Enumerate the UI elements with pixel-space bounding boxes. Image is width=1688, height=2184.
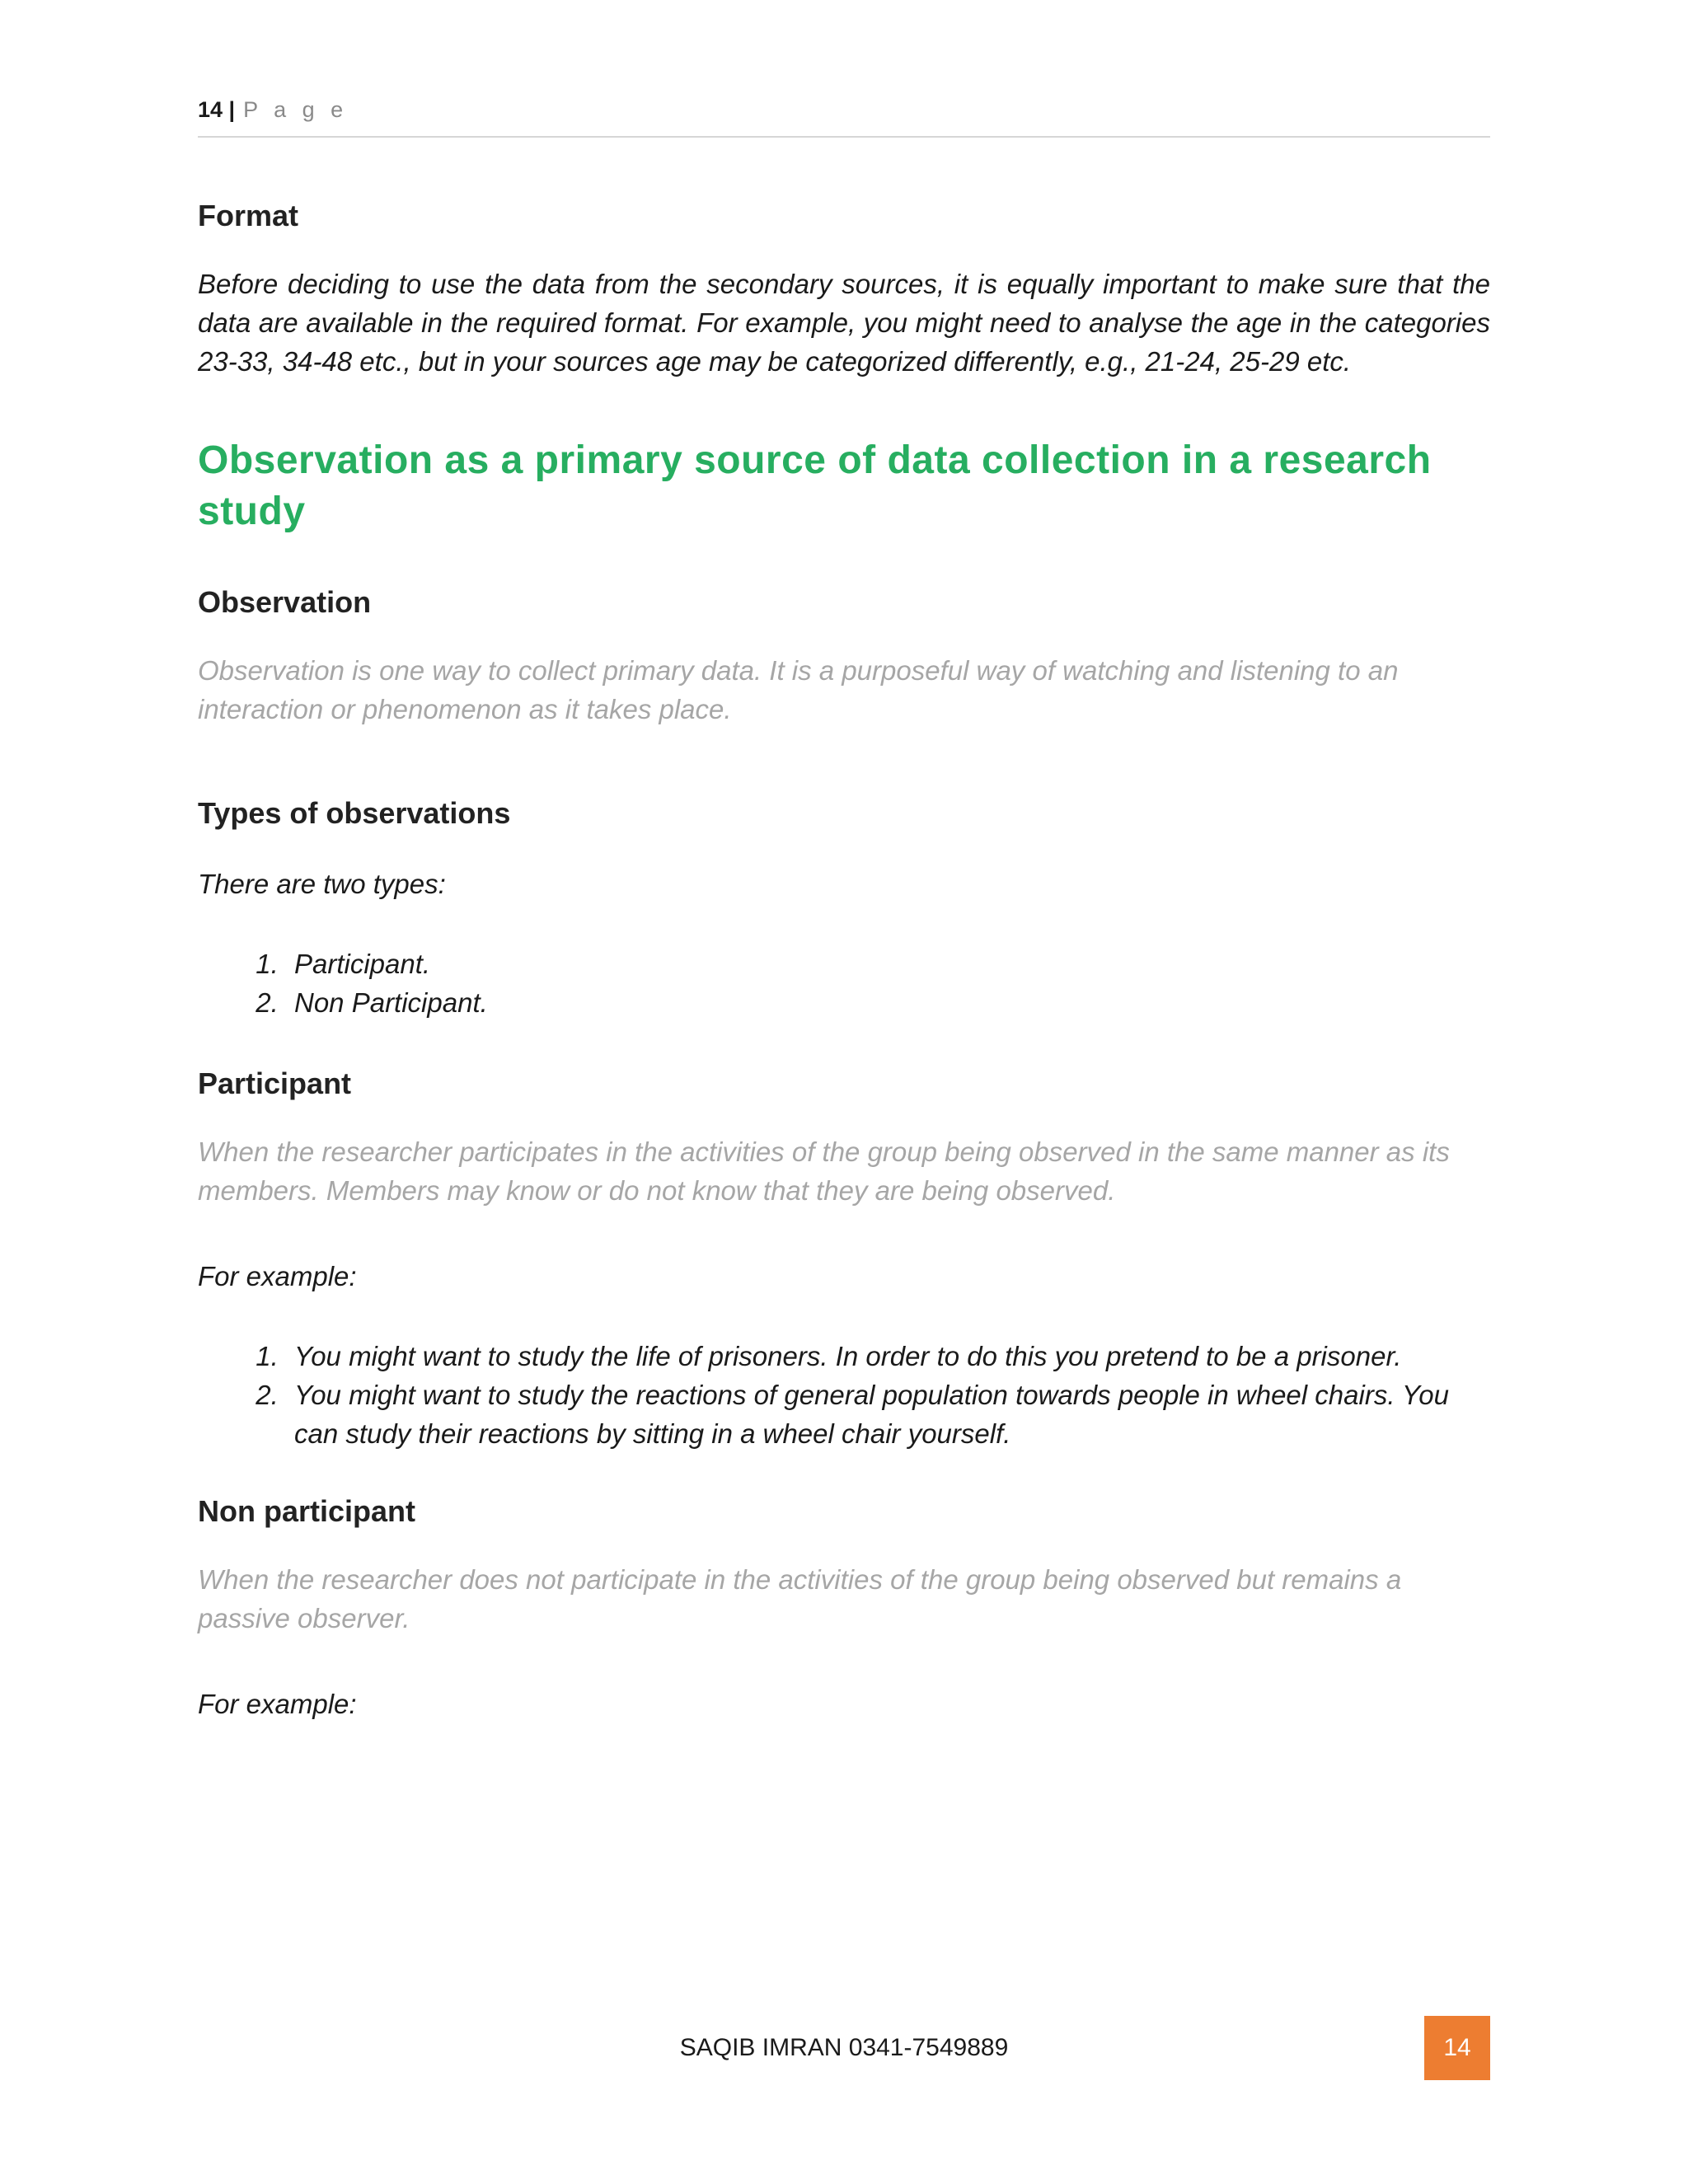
- non-participant-paragraph: When the researcher does not participate in the activities of the group being observed but remains a passive observer.: [198, 1564, 1402, 1633]
- list-item: 2. You might want to study the reactions of general population towards people in wheel chairs. You can study their reactions by sitting in a wheel chair yourself.: [286, 1376, 1490, 1453]
- footer-page-number-badge: 14: [1424, 2016, 1490, 2080]
- main-green-heading: Observation as a primary source of data collection in a research study: [198, 438, 1432, 533]
- observation-paragraph: Observation is one way to collect primary data. It is a purposeful way of watching and listening to an interaction or phenomenon as it takes place.: [198, 655, 1399, 724]
- header-divider: [198, 136, 1490, 138]
- header-page-number: 14 |: [198, 97, 236, 122]
- types-intro: There are two types:: [198, 869, 446, 899]
- participant-examples-list: [198, 1337, 1490, 1453]
- list-item: 1. Participant.: [286, 944, 1490, 983]
- format-paragraph: Before deciding to use the data from the secondary sources, it is equally important to make sure that the data are available in the required format. For example, you might need to analyse the age in the categories 23-33, 34-48 etc., but in your sources age may be categorized differently, e.g., 21-24, 25-29 etc.: [198, 269, 1490, 377]
- footer-contact: SAQIB IMRAN 0341-7549889: [679, 2034, 1009, 2061]
- observation-heading: Observation: [198, 585, 372, 619]
- list-item: 1. You might want to study the life of prisoners. In order to do this you pretend to be a prisoner.: [286, 1337, 1490, 1376]
- non-participant-heading: Non participant: [198, 1494, 416, 1528]
- participant-example-label: For example:: [198, 1261, 357, 1291]
- list-item: 2. Non Participant.: [286, 983, 1490, 1022]
- format-heading: Format: [198, 199, 299, 232]
- page-header: [198, 97, 1490, 123]
- types-list: [198, 944, 1490, 1022]
- header-page-word: P a g e: [243, 97, 349, 122]
- non-participant-example-label: For example:: [198, 1689, 357, 1719]
- types-heading: Types of observations: [198, 796, 511, 830]
- participant-heading: Participant: [198, 1066, 352, 1100]
- participant-paragraph: When the researcher participates in the activities of the group being observed in the same manner as its members. Members may know or do not know that they are being observed.: [198, 1137, 1450, 1206]
- page-footer: [198, 2016, 1490, 2080]
